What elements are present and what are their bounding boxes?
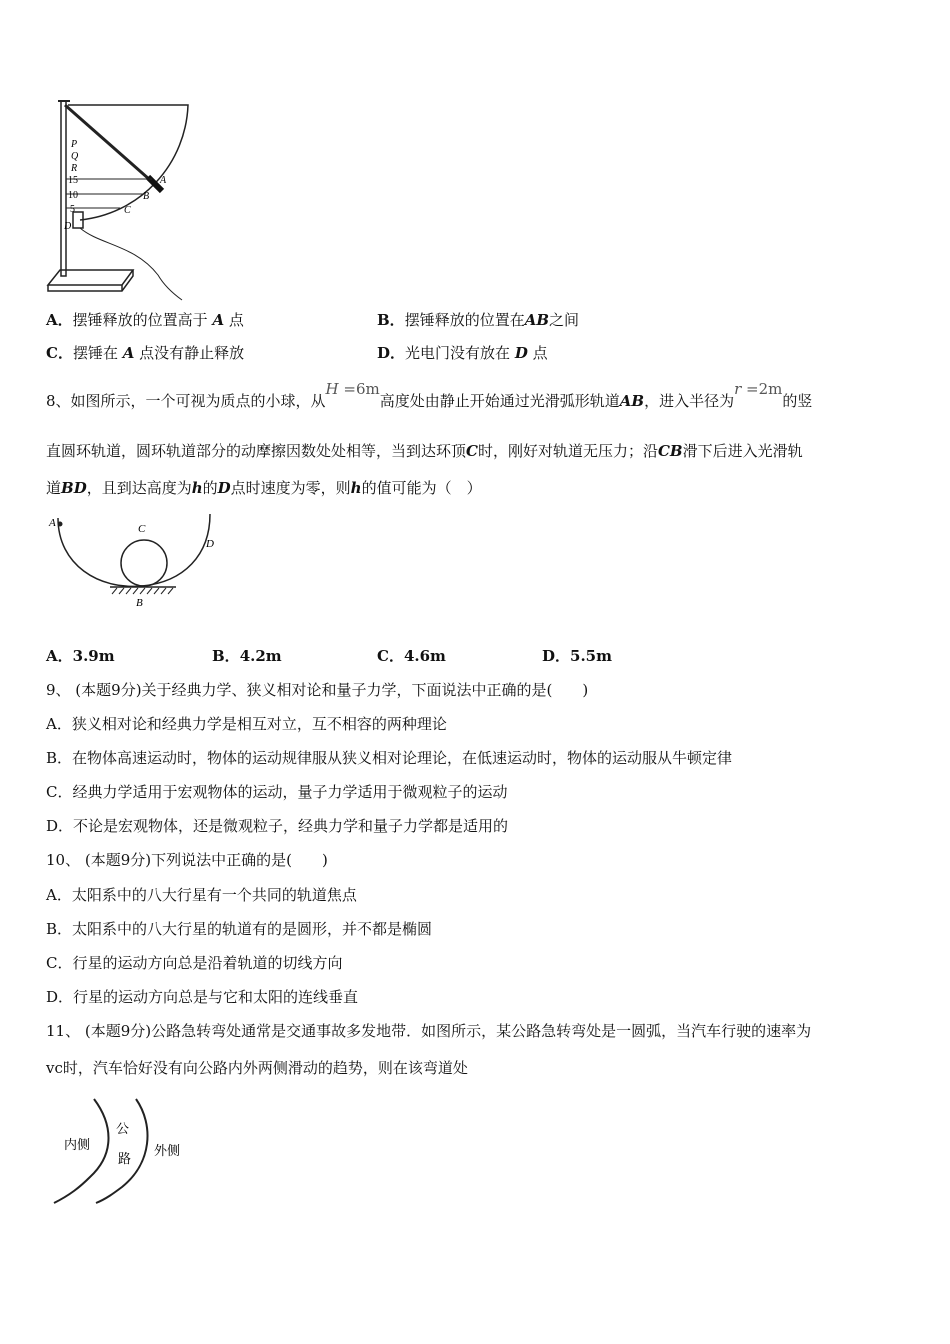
q8-option-b: B．4.2m xyxy=(212,647,282,665)
q10-option-d: D．行星的运动方向总是与它和太阳的连线垂直 xyxy=(46,988,359,1006)
q8-option-a: A．3.9m xyxy=(46,647,115,665)
pendulum-figure xyxy=(40,95,200,305)
q7-option-a: A．摆锤释放的位置高于 A 点 xyxy=(46,311,244,329)
q9-stem: 9、 (本题9分)关于经典力学、狭义相对论和量子力学，下面说法中正确的是( ) xyxy=(46,681,589,699)
q8-stem-line3: 道BD，且到达高度为h的D点时速度为零，则h的值可能为（ ） xyxy=(46,479,482,497)
q9-option-b: B．在物体高速运动时，物体的运动规律服从狭义相对论理论，在低速运动时，物体的运动服从牛顿定律 xyxy=(46,749,733,767)
q7-option-b: B．摆锤释放的位置在AB之间 xyxy=(377,311,580,329)
q11-stem-line1: 11、 (本题9分)公路急转弯处通常是交通事故多发地带．如图所示，某公路急转弯处是一圆弧，当汽车行驶的速率为 xyxy=(46,1022,812,1040)
label-outer: 外侧 xyxy=(154,1143,181,1158)
label-C: C xyxy=(138,523,146,535)
label-5: 5 xyxy=(70,204,75,215)
q8-option-c: C．4.6m xyxy=(377,647,446,665)
label-D: D xyxy=(206,538,214,550)
q10-option-b: B．太阳系中的八大行星的轨道有的是圆形，并不都是椭圆 xyxy=(46,920,433,938)
q9-option-d: D．不论是宏观物体，还是微观粒子，经典力学和量子力学都是适用的 xyxy=(46,817,509,835)
q10-stem: 10、 (本题9分)下列说法中正确的是( ) xyxy=(46,851,328,869)
q7-option-c: C．摆锤在 A 点没有静止释放 xyxy=(46,344,245,362)
label-P: P xyxy=(71,139,78,150)
loop-track-figure xyxy=(44,510,224,610)
label-A: A xyxy=(49,517,56,529)
q9-option-a: A．狭义相对论和经典力学是相互对立，互不相容的两种理论 xyxy=(46,715,447,733)
label-B: B xyxy=(143,191,150,202)
label-road-2: 路 xyxy=(118,1151,132,1166)
label-inner: 内侧 xyxy=(64,1137,91,1152)
q7-option-d: D．光电门没有放在 D 点 xyxy=(377,344,548,362)
q11-stem-line2: vc时，汽车恰好没有向公路内外两侧滑动的趋势，则在该弯道处 xyxy=(46,1059,468,1077)
label-D: D xyxy=(64,221,72,232)
label-A: A xyxy=(160,175,167,186)
label-road-1: 公 xyxy=(116,1121,130,1136)
q8-option-d: D．5.5m xyxy=(542,647,612,665)
label-10: 10 xyxy=(68,190,78,201)
label-B: B xyxy=(136,597,143,609)
q9-option-c: C．经典力学适用于宏观物体的运动，量子力学适用于微观粒子的运动 xyxy=(46,783,508,801)
label-C: C xyxy=(124,205,131,216)
q10-option-c: C．行星的运动方向总是沿着轨道的切线方向 xyxy=(46,954,343,972)
label-Q: Q xyxy=(71,151,79,162)
label-15: 15 xyxy=(68,175,78,186)
q10-option-a: A．太阳系中的八大行星有一个共同的轨道焦点 xyxy=(46,886,357,904)
q8-stem-line2: 直圆环轨道，圆环轨道部分的动摩擦因数处处相等，当到达环顶C时，刚好对轨道无压力；沿CB滑下后进入光滑轨 xyxy=(46,442,803,460)
label-R: R xyxy=(71,163,78,174)
q8-stem-line1: 8、如图所示，一个可视为质点的小球，从H =6m高度处由静止开始通过光滑弧形轨道AB，进入半径为r =2m的竖 xyxy=(46,380,813,410)
curved-road-figure xyxy=(44,1095,194,1207)
